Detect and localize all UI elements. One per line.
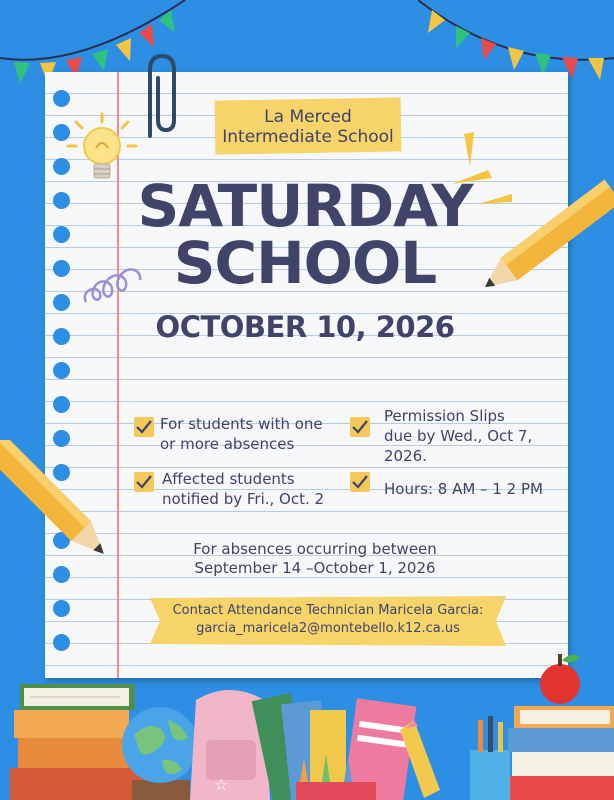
pencil-icon — [0, 440, 134, 590]
bullet-text: Permission Slips due by Wed., Oct 7, 2026. — [384, 407, 533, 465]
contact-email: garcia_maricela2@montebello.k12.ca.us — [196, 621, 460, 636]
binder-hole — [53, 396, 70, 413]
check-icon — [134, 417, 154, 437]
binder-hole — [53, 600, 70, 617]
book-stack-right — [508, 706, 614, 800]
event-date: OCTOBER 10, 2026 — [155, 310, 455, 344]
binder-hole — [53, 362, 70, 379]
globe-icon — [122, 707, 198, 800]
absence-note — [150, 540, 480, 578]
paperclip-icon — [138, 50, 178, 142]
check-icon — [350, 472, 370, 492]
binder-hole — [53, 328, 70, 345]
binder-hole — [53, 226, 70, 243]
apple-icon — [540, 654, 580, 704]
bullet-text: For students with one or more absences — [160, 415, 323, 453]
absence-note-line1: For absences occurring between — [193, 540, 437, 558]
title-line2: SCHOOL — [173, 229, 437, 297]
lightbulb-icon — [64, 110, 140, 192]
bullet-text: Hours: 8 AM – 1 2 PM — [384, 480, 543, 498]
contact-line1: Contact Attendance Technician Maricela Garcia: — [172, 603, 484, 618]
binder-hole — [53, 192, 70, 209]
binder-hole — [53, 90, 70, 107]
title — [130, 172, 480, 297]
school-name — [215, 107, 401, 147]
school-name-line2: Intermediate School — [222, 127, 394, 147]
contact-info — [150, 602, 506, 638]
absence-note-line2: September 14 –October 1, 2026 — [194, 559, 436, 577]
svg-text:☆: ☆ — [214, 775, 229, 794]
check-icon — [350, 417, 370, 437]
pencil-icon — [470, 178, 614, 308]
title-line1: SATURDAY — [137, 172, 473, 240]
binder-hole — [53, 294, 70, 311]
school-name-line1: La Merced — [264, 107, 352, 127]
bullet-text: Affected students notified by Fri., Oct. 2 — [162, 470, 325, 508]
check-icon — [134, 472, 154, 492]
school-supplies-illustration — [0, 640, 614, 800]
binder-hole — [53, 260, 70, 277]
